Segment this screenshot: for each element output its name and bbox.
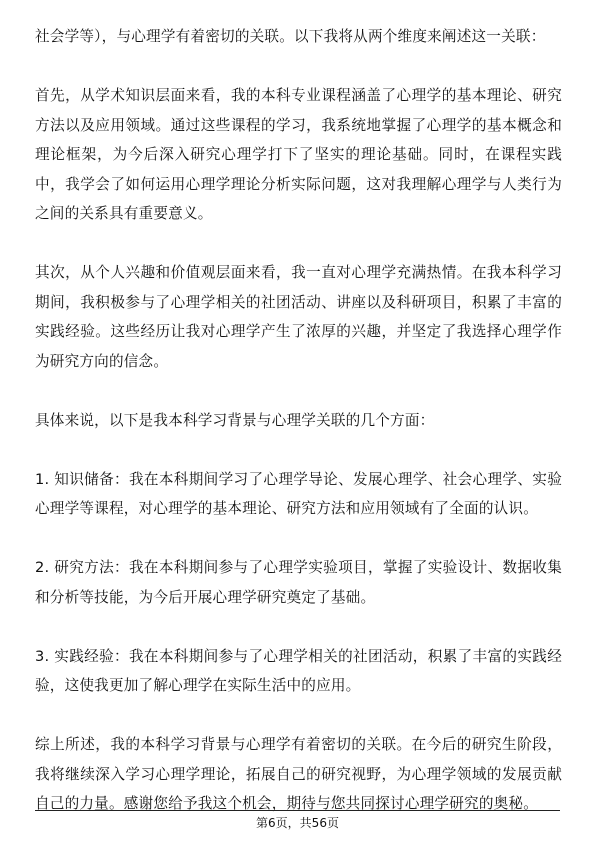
list-item-research-methods: 2. 研究方法：我在本科期间参与了心理学实验项目，掌握了实验设计、数据收集和分析等技能，为今后开展心理学研究奠定了基础。 <box>35 559 562 606</box>
paragraph-conclusion: 综上所述，我的本科学习背景与心理学有着密切的关联。在今后的研究生阶段，我将继续深入学习心理学理论，拓展自己的研究视野，为心理学领域的发展贡献自己的力量。感谢您给予我这个机会，期待与您共同探讨心理学研究的奥秘。 <box>35 736 562 812</box>
footer-divider <box>35 810 560 811</box>
paragraph-specifics-intro: 具体来说，以下是我本科学习背景与心理学关联的几个方面： <box>35 411 435 429</box>
paragraph-personal-interest: 其次，从个人兴趣和价值观层面来看，我一直对心理学充满热情。在我本科学习期间，我积极参与了心理学相关的社团活动、讲座以及科研项目，积累了丰富的实践经验。这些经历让我对心理学产生了浓厚的兴趣，并坚定了我选择心理学作为研究方向的信念。 <box>35 264 562 370</box>
list-item-practice: 3. 实践经验：我在本科期间参与了心理学相关的社团活动，积累了丰富的实践经验，这使我更加了解心理学在实际生活中的应用。 <box>35 647 562 694</box>
list-item-knowledge: 1. 知识储备：我在本科期间学习了心理学导论、发展心理学、社会心理学、实验心理学等课程，对心理学的基本理论、研究方法和应用领域有了全面的认识。 <box>35 470 562 517</box>
paragraph-academic-knowledge: 首先，从学术知识层面来看，我的本科专业课程涵盖了心理学的基本理论、研究方法以及应用领域。通过这些课程的学习，我系统地掌握了心理学的基本概念和理论框架，为今后深入研究心理学打下了坚实的理论基础。同时，在课程实践中，我学会了如何运用心理学理论分析实际问题，这对我理解心理学与人类行为之间的关系具有重要意义。 <box>35 87 562 222</box>
page-number: 第6页，共56页 <box>256 816 339 830</box>
document-body <box>35 22 562 819</box>
paragraph-intro-continuation: 社会学等），与心理学有着密切的关联。以下我将从两个维度来阐述这一关联： <box>35 28 546 45</box>
